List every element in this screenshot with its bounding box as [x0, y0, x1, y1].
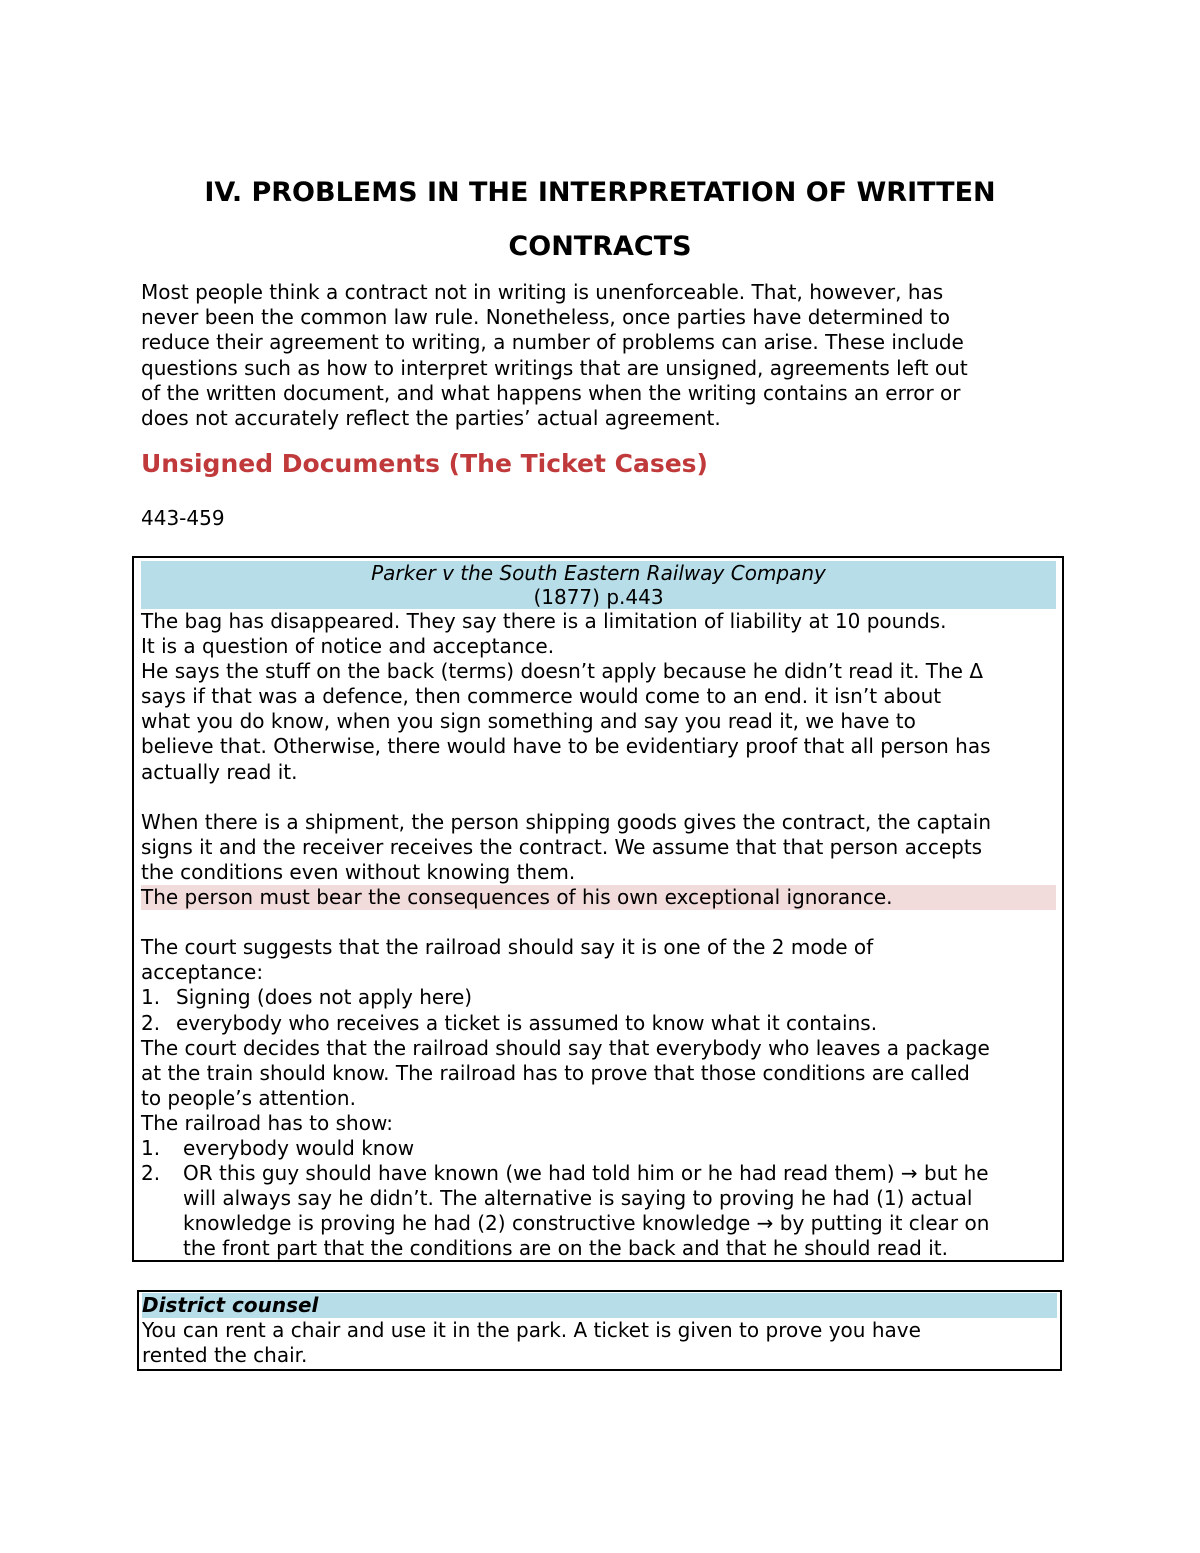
blank-line: [141, 910, 1056, 935]
section-title: Unsigned Documents (The Ticket Cases): [141, 449, 708, 478]
acceptance-modes-list: [141, 985, 1056, 1035]
case-box-district-counsel: [137, 1290, 1062, 1371]
case-box-parker: [132, 556, 1064, 1262]
list-text: [183, 1136, 1056, 1161]
case-line: signs it and the receiver receives the contract. We assume that that person accepts: [141, 834, 983, 859]
case-line: The railroad has to show:: [141, 1110, 393, 1135]
intro-line: never been the common law rule. Nonetheless, once parties have determined to: [141, 305, 950, 330]
case-header: [141, 561, 1056, 609]
case-name: Parker v the South Eastern Railway Company: [371, 561, 826, 585]
case-citation: (1877) p.443: [533, 585, 664, 609]
case-line: He says the stuff on the back (terms) doesn’t apply because he didn’t read it. The Δ: [141, 659, 984, 684]
page-range: 443-459: [141, 506, 225, 530]
list-number: 2.: [141, 1161, 161, 1186]
list-number: 1.: [141, 1135, 161, 1160]
case-line: When there is a shipment, the person shipping goods gives the contract, the captain: [141, 809, 992, 834]
railroad-show-list: [141, 1136, 1056, 1261]
case-paragraph-4: [141, 1036, 1056, 1136]
case-line: the conditions even without knowing them.: [141, 859, 576, 884]
case-paragraph-2: [141, 810, 1056, 910]
case-line: what you do know, when you sign something and say you read it, we have to: [141, 709, 916, 734]
chapter-heading: [140, 166, 1060, 274]
case-paragraph-3: [141, 935, 1056, 985]
intro-line: does not accurately reflect the parties’ actual agreement.: [141, 406, 721, 431]
list-line: will always say he didn’t. The alternative is saying to proving he had (1) actual: [183, 1186, 973, 1211]
list-item: [141, 1136, 1056, 1161]
intro-line: of the written document, and what happens when the writing contains an error or: [141, 380, 961, 405]
case-line: believe that. Otherwise, there would have to be evidentiary proof that all person has: [141, 734, 991, 759]
chapter-heading-line-1: IV. PROBLEMS IN THE INTERPRETATION OF WRITTEN: [204, 177, 996, 208]
case-line: It is a question of notice and acceptance.: [141, 634, 555, 659]
district-line: You can rent a chair and use it in the park. A ticket is given to prove you have: [142, 1318, 921, 1343]
list-text: [183, 1161, 1056, 1261]
intro-line: Most people think a contract not in writing is unenforceable. That, however, has: [141, 280, 944, 304]
case-paragraph-1: [141, 609, 1056, 785]
list-item: [141, 1161, 1056, 1261]
case-line: acceptance:: [141, 960, 264, 985]
list-line: knowledge is proving he had (2) constructive knowledge → by putting it clear on: [183, 1211, 990, 1236]
district-header: District counsel: [142, 1293, 1057, 1318]
case-line: actually read it.: [141, 759, 298, 784]
district-line: rented the chair.: [142, 1343, 308, 1368]
intro-line: questions such as how to interpret writings that are unsigned, agreements left out: [141, 355, 968, 380]
list-number: 1.: [141, 985, 161, 1010]
list-number: 2.: [141, 1010, 161, 1035]
list-line: the front part that the conditions are on the back and that he should read it.: [183, 1236, 948, 1261]
case-line: The court suggests that the railroad should say it is one of the 2 mode of: [141, 935, 874, 960]
list-text: everybody who receives a ticket is assumed to know what it contains.: [176, 1010, 878, 1035]
blank-line: [141, 785, 1056, 810]
intro-line: reduce their agreement to writing, a number of problems can arise. These include: [141, 330, 964, 355]
list-line: OR this guy should have known (we had told him or he had read them) → but he: [183, 1161, 989, 1186]
list-line: everybody would know: [183, 1135, 415, 1160]
case-line: at the train should know. The railroad has to prove that those conditions are called: [141, 1060, 970, 1085]
case-line: The bag has disappeared. They say there is a limitation of liability at 10 pounds.: [141, 609, 947, 633]
highlighted-holding: The person must bear the consequences of his own exceptional ignorance.: [141, 885, 1056, 910]
case-line: to people’s attention.: [141, 1085, 356, 1110]
list-item: [141, 985, 1056, 1010]
case-line: says if that was a defence, then commerce would come to an end. it isn’t about: [141, 684, 942, 709]
chapter-heading-line-2: CONTRACTS: [508, 231, 692, 262]
intro-paragraph: [141, 280, 1041, 431]
list-text: Signing (does not apply here): [176, 985, 473, 1010]
list-item: [141, 1011, 1056, 1036]
case-line: The court decides that the railroad should say that everybody who leaves a package: [141, 1035, 990, 1060]
